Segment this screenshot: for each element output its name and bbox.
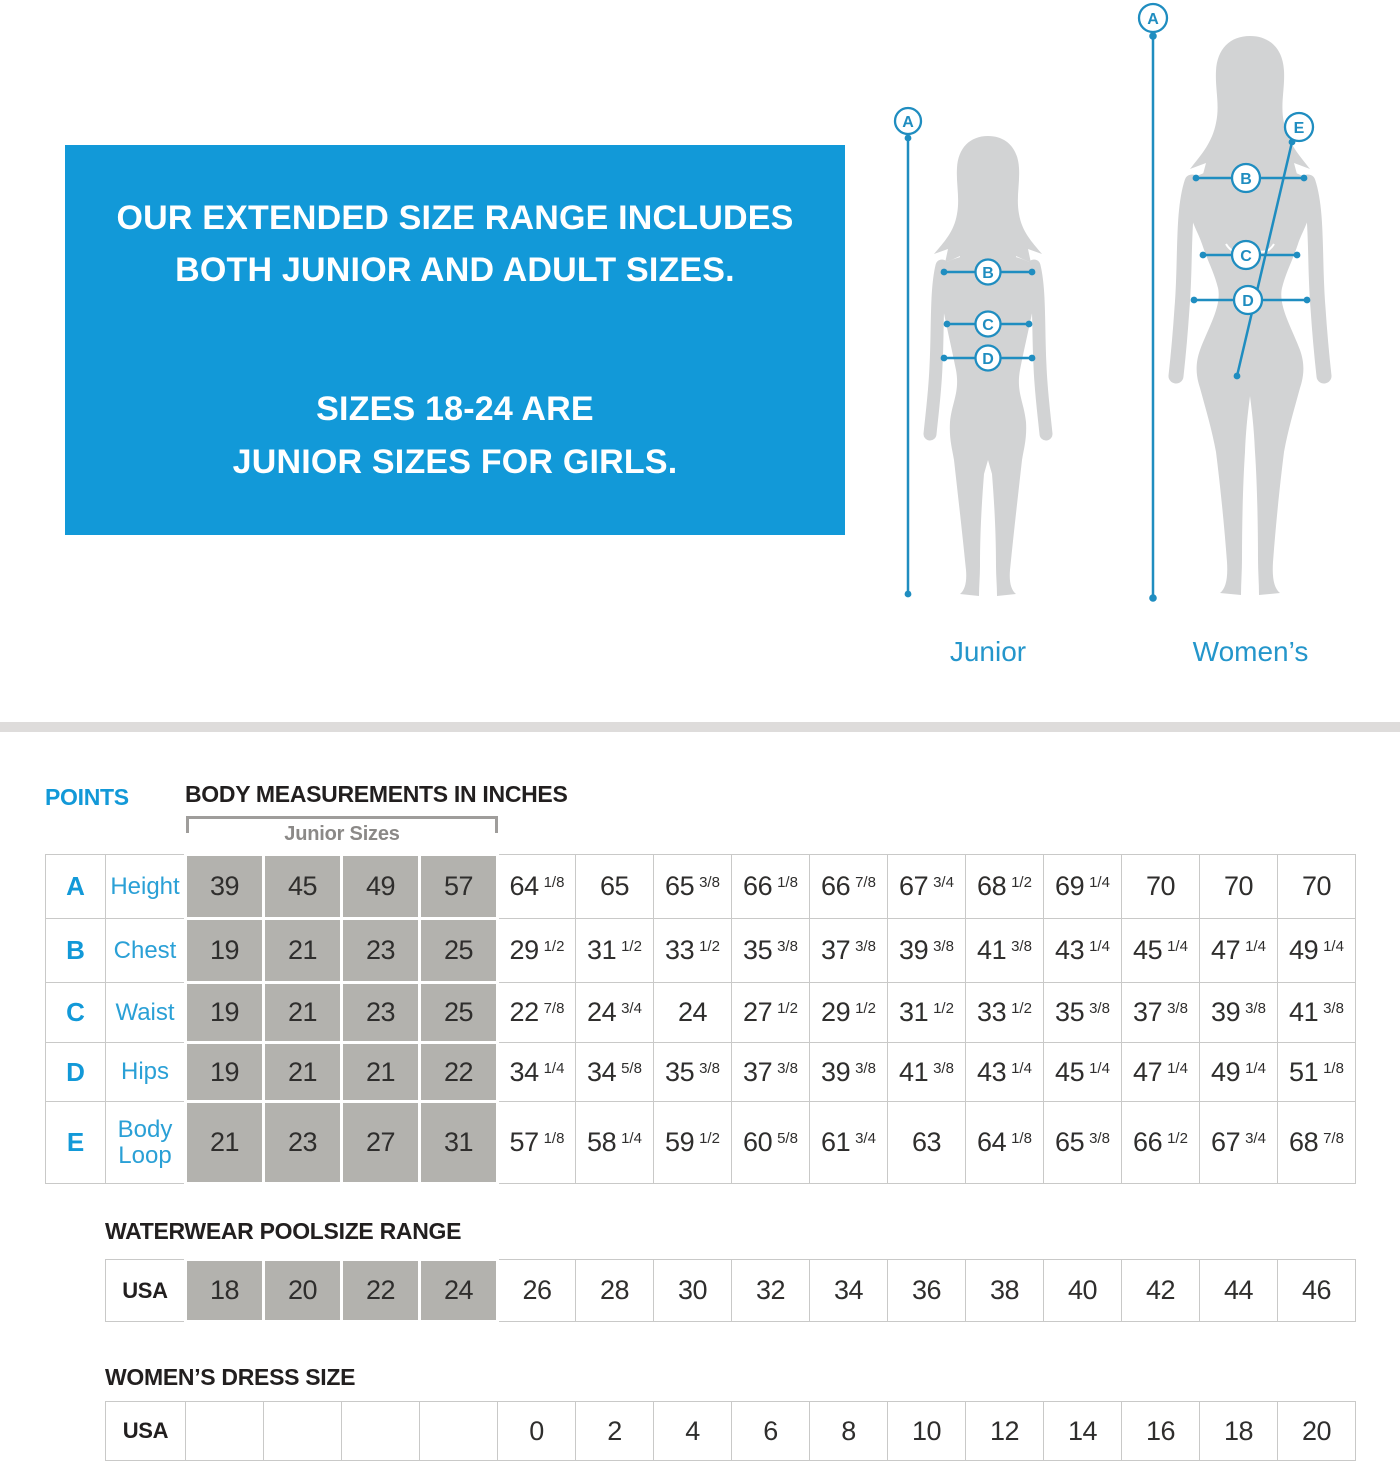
point-label-cell: Hips [106, 1043, 186, 1102]
adult-size-cell: 32 [732, 1260, 810, 1322]
measurement-row-a [46, 855, 1356, 919]
adult-size-cell: 41 $^{3/8}$ [1278, 983, 1356, 1043]
adult-size-cell: 59 $^{1/2}$ [654, 1102, 732, 1184]
adult-size-cell: 51 $^{1/8}$ [1278, 1043, 1356, 1102]
adult-size-cell: 45 $^{1/4}$ [1044, 1043, 1122, 1102]
adult-size-cell: 38 [966, 1260, 1044, 1322]
adult-size-cell: 68 $^{1/2}$ [966, 855, 1044, 919]
adult-size-cell: 6 [732, 1402, 810, 1461]
junior-point-d: D [982, 351, 994, 368]
adult-size-cell: 29 $^{1/2}$ [810, 983, 888, 1043]
junior-size-cell: 21 [264, 983, 342, 1043]
adult-size-cell: 4 [654, 1402, 732, 1461]
adult-size-cell: 35 $^{3/8}$ [1044, 983, 1122, 1043]
adult-size-cell: 70 [1200, 855, 1278, 919]
banner-paragraph-1 [116, 192, 793, 297]
adult-size-cell: 67 $^{3/4}$ [1200, 1102, 1278, 1184]
adult-size-cell: 63 [888, 1102, 966, 1184]
measurement-row-e [46, 1102, 1356, 1184]
point-label-cell: Height [106, 855, 186, 919]
adult-size-cell: 24 $^{3/4}$ [576, 983, 654, 1043]
point-label-cell: Body Loop [106, 1102, 186, 1184]
adult-size-cell: 61 $^{3/4}$ [810, 1102, 888, 1184]
junior-size-cell: 18 [186, 1260, 264, 1322]
point-letter-cell: B [46, 919, 106, 983]
adult-size-cell: 65 [576, 855, 654, 919]
womens-point-e: E [1293, 120, 1305, 137]
adult-size-cell: 69 $^{1/4}$ [1044, 855, 1122, 919]
adult-size-cell: 45 $^{1/4}$ [1122, 919, 1200, 983]
adult-size-cell: 24 [654, 983, 732, 1043]
banner-line-4: JUNIOR SIZES FOR GIRLS. [232, 442, 678, 481]
empty-junior-cell [186, 1402, 264, 1461]
adult-size-cell: 57 $^{1/8}$ [498, 1102, 576, 1184]
junior-size-cell: 39 [186, 855, 264, 919]
adult-size-cell: 8 [810, 1402, 888, 1461]
junior-size-cell: 24 [420, 1260, 498, 1322]
info-banner [65, 145, 845, 535]
dress-size-heading: WOMEN’S DRESS SIZE [105, 1364, 356, 1390]
adult-size-cell: 2 [576, 1402, 654, 1461]
adult-size-cell: 58 $^{1/4}$ [576, 1102, 654, 1184]
usa-label-cell: USA [106, 1260, 186, 1322]
adult-size-cell: 16 [1122, 1402, 1200, 1461]
junior-size-cell: 27 [342, 1102, 420, 1184]
junior-size-cell: 25 [420, 983, 498, 1043]
adult-size-cell: 39 $^{3/8}$ [810, 1043, 888, 1102]
measurement-row-b [46, 919, 1356, 983]
adult-size-cell: 29 $^{1/2}$ [498, 919, 576, 983]
junior-point-a: A [902, 114, 914, 131]
point-label-cell: Waist [106, 983, 186, 1043]
empty-junior-cell [420, 1402, 498, 1461]
banner-line-3: SIZES 18-24 ARE [316, 390, 594, 428]
junior-size-cell: 22 [342, 1260, 420, 1322]
junior-figure-label: Junior [949, 636, 1027, 667]
adult-size-cell: 34 [810, 1260, 888, 1322]
adult-size-cell: 64 $^{1/8}$ [966, 1102, 1044, 1184]
adult-size-cell: 27 $^{1/2}$ [732, 983, 810, 1043]
womens-point-c: C [1240, 248, 1252, 265]
adult-size-cell: 39 $^{3/8}$ [888, 919, 966, 983]
measurement-row-d [46, 1043, 1356, 1102]
junior-size-cell: 20 [264, 1260, 342, 1322]
adult-size-cell: 70 [1278, 855, 1356, 919]
empty-junior-cell [342, 1402, 420, 1461]
adult-size-cell: 65 $^{3/8}$ [654, 855, 732, 919]
adult-size-cell: 49 $^{1/4}$ [1278, 919, 1356, 983]
adult-size-cell: 60 $^{5/8}$ [732, 1102, 810, 1184]
adult-size-cell: 26 [498, 1260, 576, 1322]
adult-size-cell: 37 $^{3/8}$ [810, 919, 888, 983]
adult-size-cell: 70 [1122, 855, 1200, 919]
adult-size-cell: 20 [1278, 1402, 1356, 1461]
point-letter-cell: A [46, 855, 106, 919]
adult-size-cell: 43 $^{1/4}$ [966, 1043, 1044, 1102]
junior-size-cell: 23 [342, 919, 420, 983]
adult-size-cell: 42 [1122, 1260, 1200, 1322]
adult-size-cell: 39 $^{3/8}$ [1200, 983, 1278, 1043]
junior-size-cell: 57 [420, 855, 498, 919]
adult-size-cell: 66 $^{7/8}$ [810, 855, 888, 919]
junior-sizes-bracket [186, 816, 498, 850]
adult-size-cell: 33 $^{1/2}$ [966, 983, 1044, 1043]
banner-line-2: BOTH JUNIOR AND ADULT SIZES. [175, 251, 735, 290]
body-measurements-table [45, 853, 1356, 1185]
adult-size-cell: 34 $^{1/4}$ [498, 1043, 576, 1102]
body-measurements-heading: BODY MEASUREMENTS IN INCHES [185, 781, 568, 807]
adult-size-cell: 22 $^{7/8}$ [498, 983, 576, 1043]
adult-size-cell: 10 [888, 1402, 966, 1461]
adult-size-cell: 66 $^{1/8}$ [732, 855, 810, 919]
adult-size-cell: 47 $^{1/4}$ [1122, 1043, 1200, 1102]
junior-size-cell: 49 [342, 855, 420, 919]
point-label-cell: Chest [106, 919, 186, 983]
adult-size-cell: 47 $^{1/4}$ [1200, 919, 1278, 983]
usa-label-cell: USA [106, 1402, 186, 1461]
size-row [106, 1402, 1356, 1461]
adult-size-cell: 12 [966, 1402, 1044, 1461]
junior-size-cell: 19 [186, 983, 264, 1043]
junior-size-cell: 23 [342, 983, 420, 1043]
banner-paragraph-2 [233, 383, 678, 488]
junior-size-cell: 21 [264, 1043, 342, 1102]
junior-point-c: C [982, 317, 994, 334]
junior-size-cell: 19 [186, 1043, 264, 1102]
adult-size-cell: 36 [888, 1260, 966, 1322]
point-letter-cell: C [46, 983, 106, 1043]
adult-size-cell: 35 $^{3/8}$ [732, 919, 810, 983]
adult-size-cell: 37 $^{3/8}$ [1122, 983, 1200, 1043]
poolsize-heading: WATERWEAR POOLSIZE RANGE [105, 1218, 462, 1244]
point-letter-cell: D [46, 1043, 106, 1102]
section-divider [0, 722, 1400, 732]
adult-size-cell: 49 $^{1/4}$ [1200, 1043, 1278, 1102]
adult-size-cell: 34 $^{5/8}$ [576, 1043, 654, 1102]
adult-size-cell: 64 $^{1/8}$ [498, 855, 576, 919]
banner-line-1: OUR EXTENDED SIZE RANGE INCLUDES [116, 198, 794, 237]
womens-point-a: A [1147, 11, 1159, 28]
adult-size-cell: 18 [1200, 1402, 1278, 1461]
junior-size-cell: 21 [342, 1043, 420, 1102]
measurement-row-c [46, 983, 1356, 1043]
empty-junior-cell [264, 1402, 342, 1461]
adult-size-cell: 33 $^{1/2}$ [654, 919, 732, 983]
adult-size-cell: 44 [1200, 1260, 1278, 1322]
adult-size-cell: 65 $^{3/8}$ [1044, 1102, 1122, 1184]
adult-size-cell: 14 [1044, 1402, 1122, 1461]
point-letter-cell: E [46, 1102, 106, 1184]
womens-point-d: D [1242, 293, 1254, 310]
junior-size-cell: 19 [186, 919, 264, 983]
adult-size-cell: 30 [654, 1260, 732, 1322]
junior-size-cell: 21 [186, 1102, 264, 1184]
womens-point-b: B [1240, 171, 1252, 188]
poolsize-table [105, 1258, 1356, 1323]
adult-size-cell: 43 $^{1/4}$ [1044, 919, 1122, 983]
womens-figure-label: Women’s [1192, 636, 1309, 667]
junior-size-cell: 21 [264, 919, 342, 983]
dress-size-table [105, 1401, 1356, 1461]
adult-size-cell: 35 $^{3/8}$ [654, 1043, 732, 1102]
junior-size-cell: 25 [420, 919, 498, 983]
adult-size-cell: 41 $^{3/8}$ [966, 919, 1044, 983]
junior-size-cell: 22 [420, 1043, 498, 1102]
adult-size-cell: 66 $^{1/2}$ [1122, 1102, 1200, 1184]
adult-size-cell: 0 [498, 1402, 576, 1461]
adult-size-cell: 41 $^{3/8}$ [888, 1043, 966, 1102]
adult-size-cell: 31 $^{1/2}$ [888, 983, 966, 1043]
junior-size-cell: 45 [264, 855, 342, 919]
junior-point-b: B [982, 265, 994, 282]
adult-size-cell: 37 $^{3/8}$ [732, 1043, 810, 1102]
adult-size-cell: 31 $^{1/2}$ [576, 919, 654, 983]
adult-size-cell: 67 $^{3/4}$ [888, 855, 966, 919]
adult-size-cell: 28 [576, 1260, 654, 1322]
junior-sizes-label: Junior Sizes [284, 823, 400, 845]
junior-size-cell: 31 [420, 1102, 498, 1184]
adult-size-cell: 40 [1044, 1260, 1122, 1322]
adult-size-cell: 46 [1278, 1260, 1356, 1322]
adult-size-cell: 68 $^{7/8}$ [1278, 1102, 1356, 1184]
junior-size-cell: 23 [264, 1102, 342, 1184]
size-row [106, 1260, 1356, 1322]
body-measurement-diagram [880, 0, 1400, 690]
points-heading: POINTS [45, 784, 129, 810]
